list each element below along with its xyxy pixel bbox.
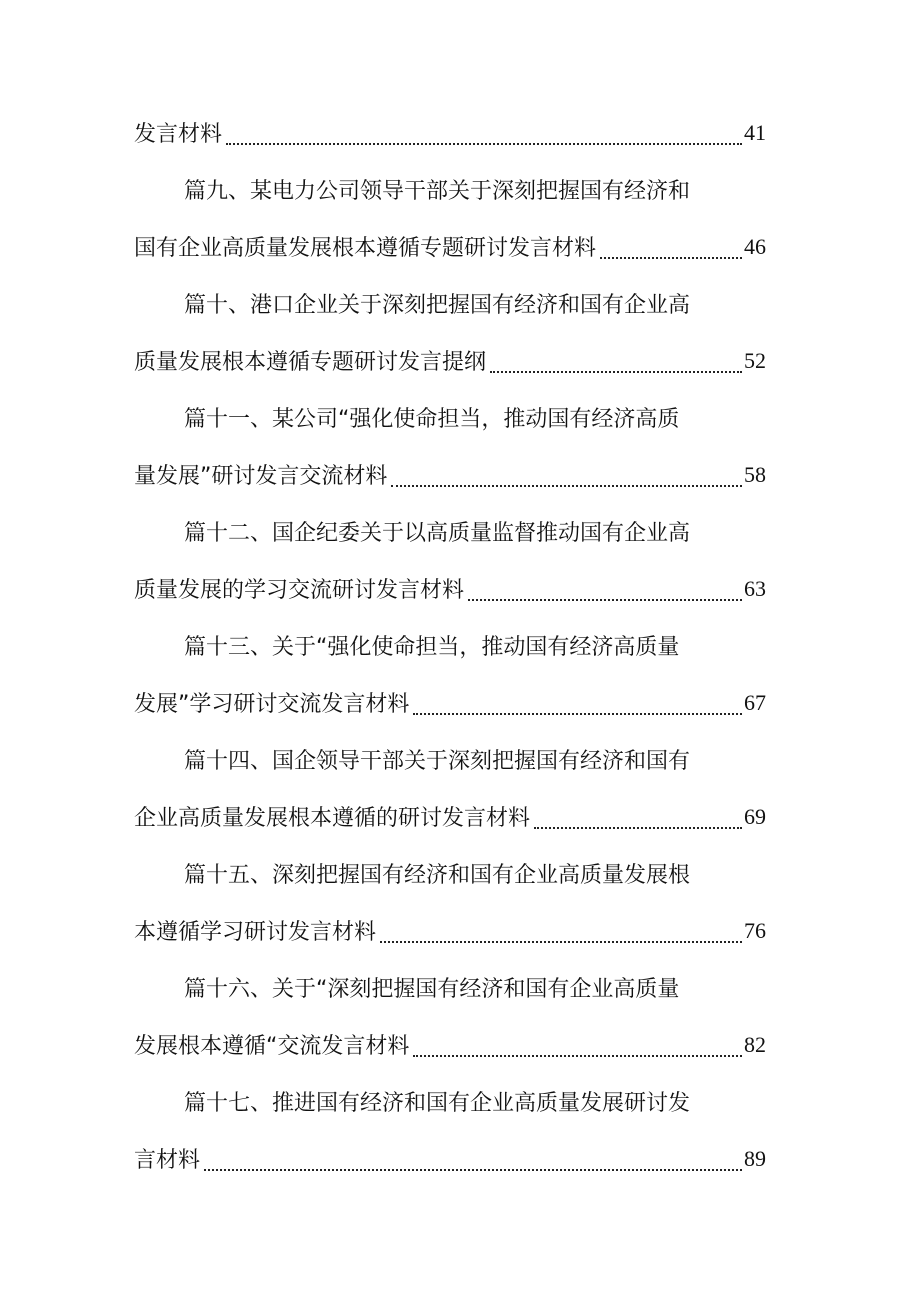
toc-entry-continued[interactable]: [134, 104, 766, 161]
toc-entry-title: 篇十六、关于“深刻把握国有经济和国有企业高质量: [184, 977, 680, 1002]
toc-entry-title: 篇十一、某公司“强化使命担当，推动国有经济高质: [184, 407, 680, 432]
toc-page-number: 63: [744, 575, 766, 601]
toc-entry-title: 篇十三、关于“强化使命担当，推动国有经济高质量: [184, 635, 680, 660]
toc-page-number: 76: [744, 917, 766, 943]
toc-entry-title: 篇十五、深刻把握国有经济和国有企业高质量发展根: [184, 863, 691, 888]
toc-page-number: 89: [744, 1145, 766, 1171]
toc-entry-16-continued[interactable]: [134, 1016, 766, 1073]
toc-entry-16[interactable]: [134, 959, 766, 1016]
toc-page-number: 41: [744, 119, 766, 145]
toc-entry-15-continued[interactable]: [134, 902, 766, 959]
toc-entry-9-continued[interactable]: [134, 218, 766, 275]
toc-entry-title-tail: 发展”学习研讨交流发言材料: [134, 692, 410, 717]
toc-entry-11[interactable]: [134, 389, 766, 446]
toc-entry-title-tail: 发言材料: [134, 122, 223, 147]
toc-entry-title: 篇十四、国企领导干部关于深刻把握国有经济和国有: [184, 749, 691, 774]
toc-entry-10[interactable]: [134, 275, 766, 332]
dot-leader: [413, 1041, 742, 1057]
toc-entry-title: 篇十二、国企纪委关于以高质量监督推动国有企业高: [184, 521, 691, 546]
toc-page-number: 52: [744, 347, 766, 373]
toc-page-number: 69: [744, 803, 766, 829]
dot-leader: [468, 585, 742, 601]
toc-entry-title-tail: 言材料: [134, 1148, 201, 1173]
toc-entry-9[interactable]: [134, 161, 766, 218]
toc-page-number: 67: [744, 689, 766, 715]
dot-leader: [380, 927, 742, 943]
toc-entry-15[interactable]: [134, 845, 766, 902]
toc-entry-title-tail: 发展根本遵循“交流发言材料: [134, 1034, 410, 1059]
toc-page-number: 58: [744, 461, 766, 487]
toc-entry-title-tail: 本遵循学习研讨发言材料: [134, 920, 377, 945]
dot-leader: [490, 357, 742, 373]
toc-entry-14[interactable]: [134, 731, 766, 788]
toc-entry-10-continued[interactable]: [134, 332, 766, 389]
dot-leader: [413, 699, 742, 715]
toc-entry-title-tail: 国有企业高质量发展根本遵循专题研讨发言材料: [134, 236, 597, 261]
toc-entry-title-tail: 质量发展的学习交流研讨发言材料: [134, 578, 465, 603]
table-of-contents: [134, 104, 766, 1187]
dot-leader: [204, 1155, 742, 1171]
toc-entry-12-continued[interactable]: [134, 560, 766, 617]
dot-leader: [226, 129, 742, 145]
toc-entry-title-tail: 质量发展根本遵循专题研讨发言提纲: [134, 350, 487, 375]
toc-entry-12[interactable]: [134, 503, 766, 560]
toc-entry-17[interactable]: [134, 1073, 766, 1130]
toc-page-number: 82: [744, 1031, 766, 1057]
dot-leader: [391, 471, 742, 487]
toc-entry-11-continued[interactable]: [134, 446, 766, 503]
toc-entry-14-continued[interactable]: [134, 788, 766, 845]
toc-entry-title-tail: 企业高质量发展根本遵循的研讨发言材料: [134, 806, 531, 831]
toc-entry-13[interactable]: [134, 617, 766, 674]
toc-entry-title-tail: 量发展”研讨发言交流材料: [134, 464, 388, 489]
toc-entry-title: 篇十七、推进国有经济和国有企业高质量发展研讨发: [184, 1091, 691, 1116]
toc-entry-13-continued[interactable]: [134, 674, 766, 731]
toc-entry-17-continued[interactable]: [134, 1130, 766, 1187]
dot-leader: [534, 813, 742, 829]
toc-page-number: 46: [744, 233, 766, 259]
toc-entry-title: 篇九、某电力公司领导干部关于深刻把握国有经济和: [184, 179, 691, 204]
toc-entry-title: 篇十、港口企业关于深刻把握国有经济和国有企业高: [184, 293, 691, 318]
dot-leader: [600, 243, 742, 259]
